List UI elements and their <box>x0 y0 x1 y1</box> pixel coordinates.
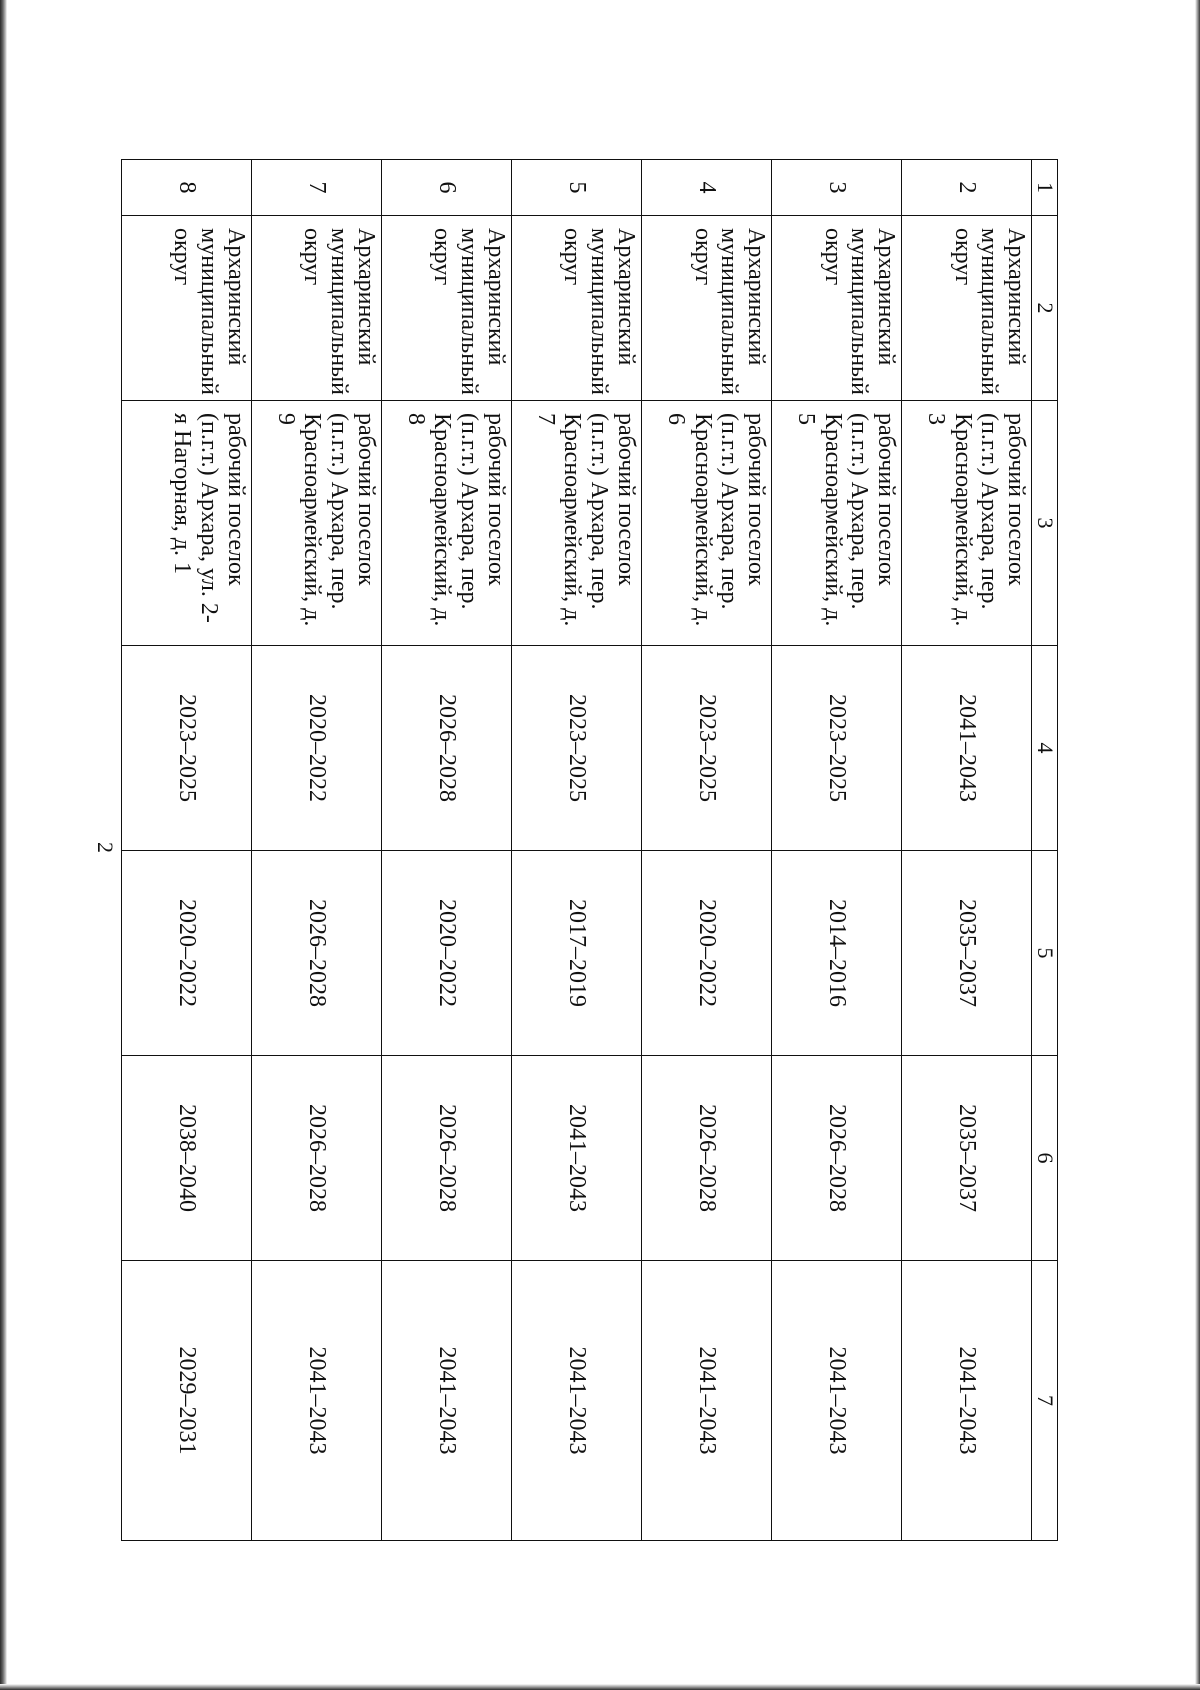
address-cell: рабочий поселок (п.г.т.) Архара, пер. Красноармейский, д. 8 <box>382 401 512 646</box>
period-cell: 2020–2022 <box>122 851 252 1056</box>
address-cell: рабочий поселок (п.г.т.) Архара, ул. 2-я Нагорная, д. 1 <box>122 401 252 646</box>
period-cell: 2041–2043 <box>512 1056 642 1261</box>
address-cell: рабочий поселок (п.г.т.) Архара, пер. Красноармейский, д. 7 <box>512 401 642 646</box>
district-cell: Архаринский муниципальный округ <box>772 216 902 401</box>
period-cell: 2029–2031 <box>122 1261 252 1541</box>
district-cell: Архаринский муниципальный округ <box>122 216 252 401</box>
row-number-cell: 6 <box>382 160 512 216</box>
district-cell: Архаринский муниципальный округ <box>252 216 382 401</box>
period-cell: 2020–2022 <box>252 646 382 851</box>
period-cell: 2026–2028 <box>642 1056 772 1261</box>
address-cell: рабочий поселок (п.г.т.) Архара, пер. Красноармейский, д. 3 <box>902 401 1032 646</box>
period-cell: 2041–2043 <box>772 1261 902 1541</box>
period-cell: 2023–2025 <box>772 646 902 851</box>
period-cell: 2041–2043 <box>382 1261 512 1541</box>
period-cell: 2035–2037 <box>902 1056 1032 1261</box>
address-cell: рабочий поселок (п.г.т.) Архара, пер. Красноармейский, д. 9 <box>252 401 382 646</box>
table-row <box>382 160 512 1541</box>
row-number-cell: 5 <box>512 160 642 216</box>
header-cell: 4 <box>1032 646 1058 851</box>
header-cell: 5 <box>1032 851 1058 1056</box>
address-cell: рабочий поселок (п.г.т.) Архара, пер. Красноармейский, д. 6 <box>642 401 772 646</box>
district-cell: Архаринский муниципальный округ <box>902 216 1032 401</box>
period-cell: 2020–2022 <box>642 851 772 1056</box>
header-cell: 2 <box>1032 216 1058 401</box>
table-row <box>512 160 642 1541</box>
table-row <box>642 160 772 1541</box>
district-cell: Архаринский муниципальный округ <box>382 216 512 401</box>
table-row <box>902 160 1032 1541</box>
period-cell: 2026–2028 <box>252 851 382 1056</box>
row-number-cell: 7 <box>252 160 382 216</box>
period-cell: 2023–2025 <box>642 646 772 851</box>
data-table <box>121 159 1058 1541</box>
header-cell: 6 <box>1032 1056 1058 1261</box>
period-cell: 2041–2043 <box>252 1261 382 1541</box>
period-cell: 2026–2028 <box>382 1056 512 1261</box>
district-cell: Архаринский муниципальный округ <box>642 216 772 401</box>
period-cell: 2014–2016 <box>772 851 902 1056</box>
table-row <box>122 160 252 1541</box>
row-number-cell: 2 <box>902 160 1032 216</box>
period-cell: 2041–2043 <box>902 646 1032 851</box>
period-cell: 2026–2028 <box>382 646 512 851</box>
page-number: 2 <box>93 842 118 853</box>
period-cell: 2023–2025 <box>122 646 252 851</box>
period-cell: 2041–2043 <box>642 1261 772 1541</box>
header-cell: 3 <box>1032 401 1058 646</box>
row-number-cell: 8 <box>122 160 252 216</box>
district-cell: Архаринский муниципальный округ <box>512 216 642 401</box>
table-row <box>772 160 902 1541</box>
row-number-cell: 4 <box>642 160 772 216</box>
period-cell: 2017–2019 <box>512 851 642 1056</box>
table-row <box>252 160 382 1541</box>
row-number-cell: 3 <box>772 160 902 216</box>
header-cell: 7 <box>1032 1261 1058 1541</box>
period-cell: 2035–2037 <box>902 851 1032 1056</box>
period-cell: 2041–2043 <box>512 1261 642 1541</box>
period-cell: 2020–2022 <box>382 851 512 1056</box>
period-cell: 2023–2025 <box>512 646 642 851</box>
period-cell: 2026–2028 <box>252 1056 382 1261</box>
period-cell: 2026–2028 <box>772 1056 902 1261</box>
period-cell: 2038–2040 <box>122 1056 252 1261</box>
address-cell: рабочий поселок (п.г.т.) Архара, пер. Красноармейский, д. 5 <box>772 401 902 646</box>
period-cell: 2041–2043 <box>902 1261 1032 1541</box>
header-cell: 1 <box>1032 160 1058 216</box>
header-row <box>1032 160 1058 1541</box>
